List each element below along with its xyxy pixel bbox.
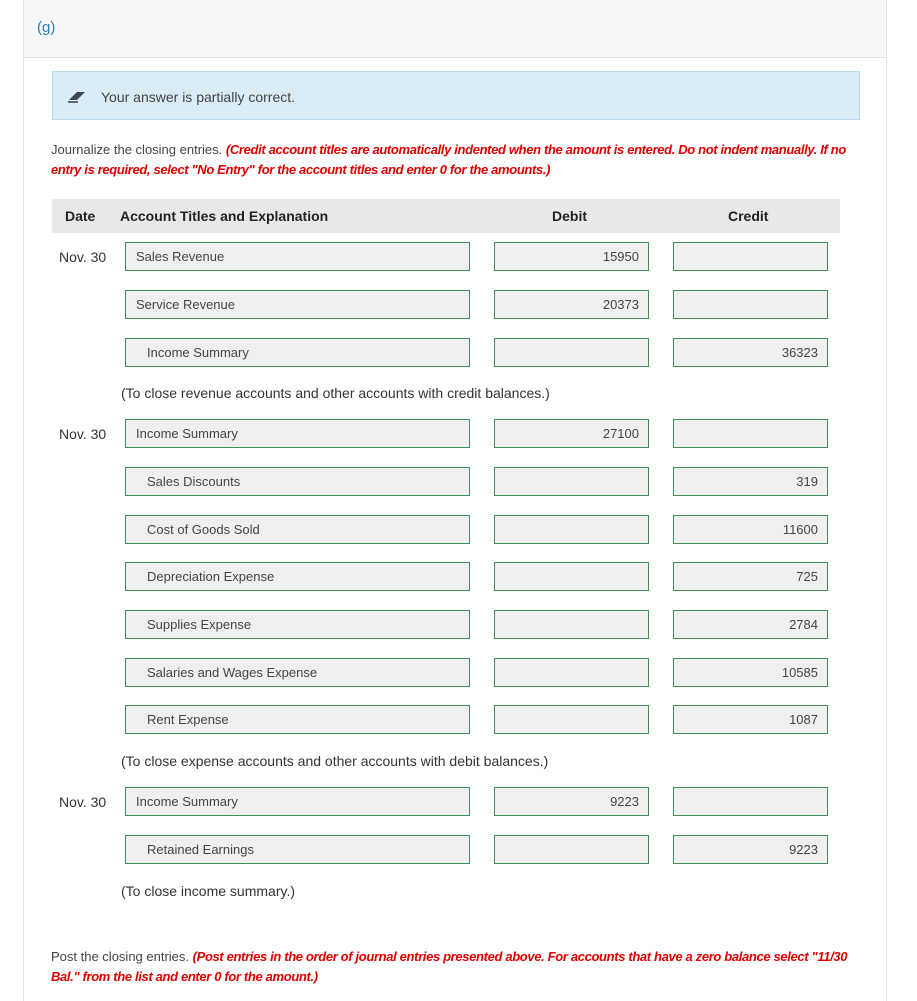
debit-amount-input[interactable]	[494, 515, 649, 544]
feedback-alert	[52, 71, 860, 120]
account-title-select[interactable]: Income Summary	[125, 338, 470, 367]
credit-amount-input[interactable]	[673, 242, 828, 271]
credit-amount-input[interactable]: 36323	[673, 338, 828, 367]
date-header: Date	[65, 208, 96, 224]
credit-amount-input[interactable]: 2784	[673, 610, 828, 639]
debit-amount-input[interactable]: 15950	[494, 242, 649, 271]
account-title-select[interactable]: Supplies Expense	[125, 610, 470, 639]
instructions-note: (Credit account titles are automatically indented when the amount is entered. Do not indent manually. If no entry is required, select "No Entry" for the account titles and enter 0 for the amounts.)	[51, 142, 846, 177]
account-title-select[interactable]: Sales Discounts	[125, 467, 470, 496]
instructions-lead: Journalize the closing entries.	[51, 142, 226, 157]
debit-amount-input[interactable]	[494, 835, 649, 864]
entry-date: Nov. 30	[59, 794, 107, 810]
account-title-select[interactable]: Service Revenue	[125, 290, 470, 319]
credit-amount-input[interactable]	[673, 419, 828, 448]
credit-amount-input[interactable]: 319	[673, 467, 828, 496]
feedback-message: Your answer is partially correct.	[101, 89, 296, 105]
credit-amount-input[interactable]: 1087	[673, 705, 828, 734]
entry-explanation: (To close revenue accounts and other accounts with credit balances.)	[121, 385, 550, 401]
credit-amount-input[interactable]: 11600	[673, 515, 828, 544]
debit-amount-input[interactable]	[494, 610, 649, 639]
post-instructions	[51, 947, 871, 987]
instructions	[51, 140, 851, 180]
debit-amount-input[interactable]	[494, 562, 649, 591]
debit-amount-input[interactable]: 9223	[494, 787, 649, 816]
entry-date: Nov. 30	[59, 426, 107, 442]
credit-amount-input[interactable]: 10585	[673, 658, 828, 687]
account-title-select[interactable]: Depreciation Expense	[125, 562, 470, 591]
credit-amount-input[interactable]: 725	[673, 562, 828, 591]
account-title-select[interactable]: Rent Expense	[125, 705, 470, 734]
entry-explanation: (To close income summary.)	[121, 883, 296, 899]
part-header	[24, 0, 886, 58]
credit-amount-input[interactable]: 9223	[673, 835, 828, 864]
debit-amount-input[interactable]	[494, 338, 649, 367]
part-label: (g)	[37, 19, 56, 36]
eraser-icon	[67, 88, 87, 104]
credit-amount-input[interactable]	[673, 787, 828, 816]
account-header: Account Titles and Explanation	[120, 208, 329, 224]
post-note: (Post entries in the order of journal entries presented above. For accounts that have a zero balance select "11/30 Bal." from the list and enter 0 for the amount.)	[51, 949, 848, 984]
account-title-select[interactable]: Cost of Goods Sold	[125, 515, 470, 544]
debit-amount-input[interactable]: 20373	[494, 290, 649, 319]
account-title-select[interactable]: Salaries and Wages Expense	[125, 658, 470, 687]
account-title-select[interactable]: Income Summary	[125, 787, 470, 816]
debit-header: Debit	[552, 208, 587, 224]
account-title-select[interactable]: Sales Revenue	[125, 242, 470, 271]
credit-amount-input[interactable]	[673, 290, 828, 319]
journal-table-header	[52, 199, 840, 233]
account-title-select[interactable]: Retained Earnings	[125, 835, 470, 864]
account-title-select[interactable]: Income Summary	[125, 419, 470, 448]
entry-explanation: (To close expense accounts and other accounts with debit balances.)	[121, 753, 549, 769]
debit-amount-input[interactable]	[494, 467, 649, 496]
debit-amount-input[interactable]	[494, 705, 649, 734]
debit-amount-input[interactable]: 27100	[494, 419, 649, 448]
debit-amount-input[interactable]	[494, 658, 649, 687]
entry-date: Nov. 30	[59, 249, 107, 265]
post-lead: Post the closing entries.	[51, 949, 193, 964]
credit-header: Credit	[728, 208, 769, 224]
question-panel	[23, 0, 887, 1001]
